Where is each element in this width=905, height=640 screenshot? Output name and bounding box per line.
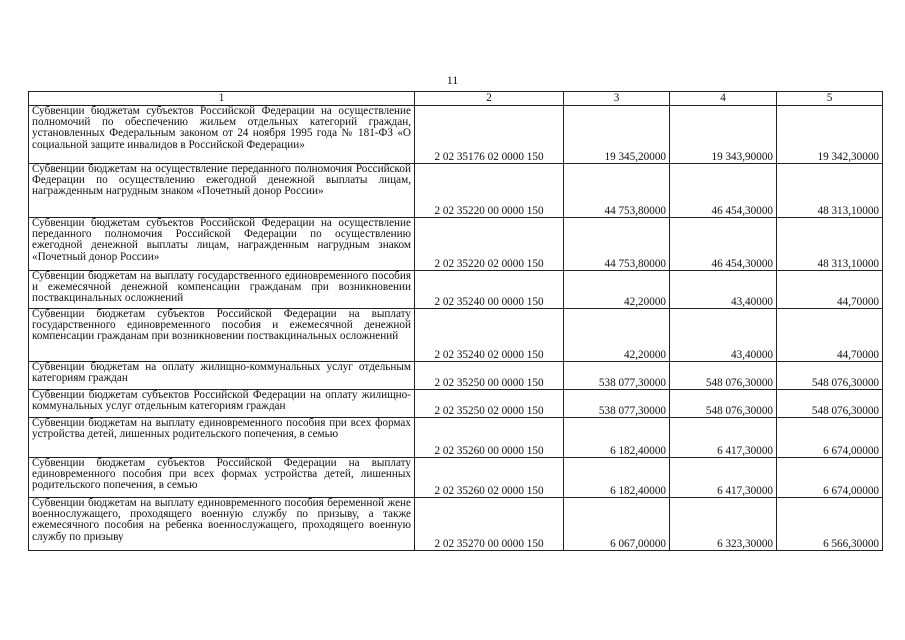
row-value-col4: 46 454,30000 (670, 218, 777, 271)
row-description: Субвенции бюджетам субъектов Российской Федерации на осуществление переданного полномочия Российской Федерации по осуществлению ежегодной денежной выплаты лицам, награжденным нагрудным знаком «Почетный донор России» (29, 218, 415, 271)
row-value-col5: 548 076,30000 (777, 390, 883, 418)
table-row (29, 106, 883, 164)
row-value-col3: 42,20000 (564, 309, 670, 362)
header-cell-3: 3 (564, 92, 670, 106)
row-code: 2 02 35220 00 0000 150 (415, 164, 564, 218)
row-value-col4: 46 454,30000 (670, 164, 777, 218)
row-description: Субвенции бюджетам субъектов Российской Федерации на выплату единовременного пособия при всех формах устройства детей, лишенных родительского попечения, в семью (29, 458, 415, 498)
row-value-col3: 44 753,80000 (564, 164, 670, 218)
budget-table (28, 91, 883, 551)
row-value-col3: 538 077,30000 (564, 362, 670, 390)
page-number: 11 (446, 73, 459, 87)
row-code: 2 02 35270 00 0000 150 (415, 498, 564, 551)
row-value-col5: 6 674,00000 (777, 458, 883, 498)
header-cell-1: 1 (29, 92, 415, 106)
row-code: 2 02 35260 00 0000 150 (415, 418, 564, 458)
table-row (29, 498, 883, 551)
row-value-col4: 6 323,30000 (670, 498, 777, 551)
row-value-col4: 548 076,30000 (670, 390, 777, 418)
row-value-col4: 6 417,30000 (670, 418, 777, 458)
table-row (29, 218, 883, 271)
table-row (29, 362, 883, 390)
row-value-col5: 548 076,30000 (777, 362, 883, 390)
row-description: Субвенции бюджетам субъектов Российской Федерации на выплату государственного единовременного пособия и ежемесячной денежной компенсации гражданам при возникновении поствакцинальных осложнений (29, 309, 415, 362)
row-value-col3: 6 182,40000 (564, 458, 670, 498)
row-value-col4: 19 343,90000 (670, 106, 777, 164)
row-description: Субвенции бюджетам на осуществление переданного полномочия Российской Федерации по осуществлению ежегодной денежной выплаты лицам, награжденным нагрудным знаком «Почетный донор России» (29, 164, 415, 218)
row-value-col4: 43,40000 (670, 309, 777, 362)
header-cell-2: 2 (415, 92, 564, 106)
header-row (29, 92, 883, 106)
row-value-col3: 538 077,30000 (564, 390, 670, 418)
row-description: Субвенции бюджетам на выплату единовременного пособия при всех формах устройства детей, лишенных родительского попечения, в семью (29, 418, 415, 458)
table-row (29, 164, 883, 218)
row-value-col3: 42,20000 (564, 271, 670, 309)
row-code: 2 02 35260 02 0000 150 (415, 458, 564, 498)
table-row (29, 418, 883, 458)
row-value-col4: 548 076,30000 (670, 362, 777, 390)
row-value-col3: 6 067,00000 (564, 498, 670, 551)
row-value-col3: 19 345,20000 (564, 106, 670, 164)
row-code: 2 02 35176 02 0000 150 (415, 106, 564, 164)
row-code: 2 02 35250 00 0000 150 (415, 362, 564, 390)
row-value-col5: 48 313,10000 (777, 164, 883, 218)
header-cell-4: 4 (670, 92, 777, 106)
row-value-col5: 6 674,00000 (777, 418, 883, 458)
row-description: Субвенции бюджетам на оплату жилищно-коммунальных услуг отдельным категориям граждан (29, 362, 415, 390)
row-value-col5: 19 342,30000 (777, 106, 883, 164)
row-value-col4: 6 417,30000 (670, 458, 777, 498)
row-description: Субвенции бюджетам субъектов Российской Федерации на осуществление полномочий по обеспечению жильем отдельных категорий граждан, установленных Федеральным законом от 24 ноября 1995 года № 181-ФЗ «О социальной защите инвалидов в Российской Федерации» (29, 106, 415, 164)
table-row (29, 458, 883, 498)
row-description: Субвенции бюджетам на выплату единовременного пособия беременной жене военнослужащего, проходящего военную службу по призыву, а также ежемесячного пособия на ребенка военнослужащего, проходящего военную службу по призыву (29, 498, 415, 551)
row-value-col4: 43,40000 (670, 271, 777, 309)
row-code: 2 02 35220 02 0000 150 (415, 218, 564, 271)
row-value-col5: 48 313,10000 (777, 218, 883, 271)
row-value-col3: 6 182,40000 (564, 418, 670, 458)
header-cell-5: 5 (777, 92, 883, 106)
table-row (29, 271, 883, 309)
row-value-col3: 44 753,80000 (564, 218, 670, 271)
row-code: 2 02 35250 02 0000 150 (415, 390, 564, 418)
row-value-col5: 44,70000 (777, 271, 883, 309)
row-description: Субвенции бюджетам субъектов Российской Федерации на оплату жилищно-коммунальных услуг отдельным категориям граждан (29, 390, 415, 418)
table-row (29, 309, 883, 362)
row-value-col5: 6 566,30000 (777, 498, 883, 551)
table-row (29, 390, 883, 418)
row-code: 2 02 35240 00 0000 150 (415, 271, 564, 309)
row-code: 2 02 35240 02 0000 150 (415, 309, 564, 362)
row-description: Субвенции бюджетам на выплату государственного единовременного пособия и ежемесячной денежной компенсации гражданам при возникновении поствакцинальных осложнений (29, 271, 415, 309)
row-value-col5: 44,70000 (777, 309, 883, 362)
